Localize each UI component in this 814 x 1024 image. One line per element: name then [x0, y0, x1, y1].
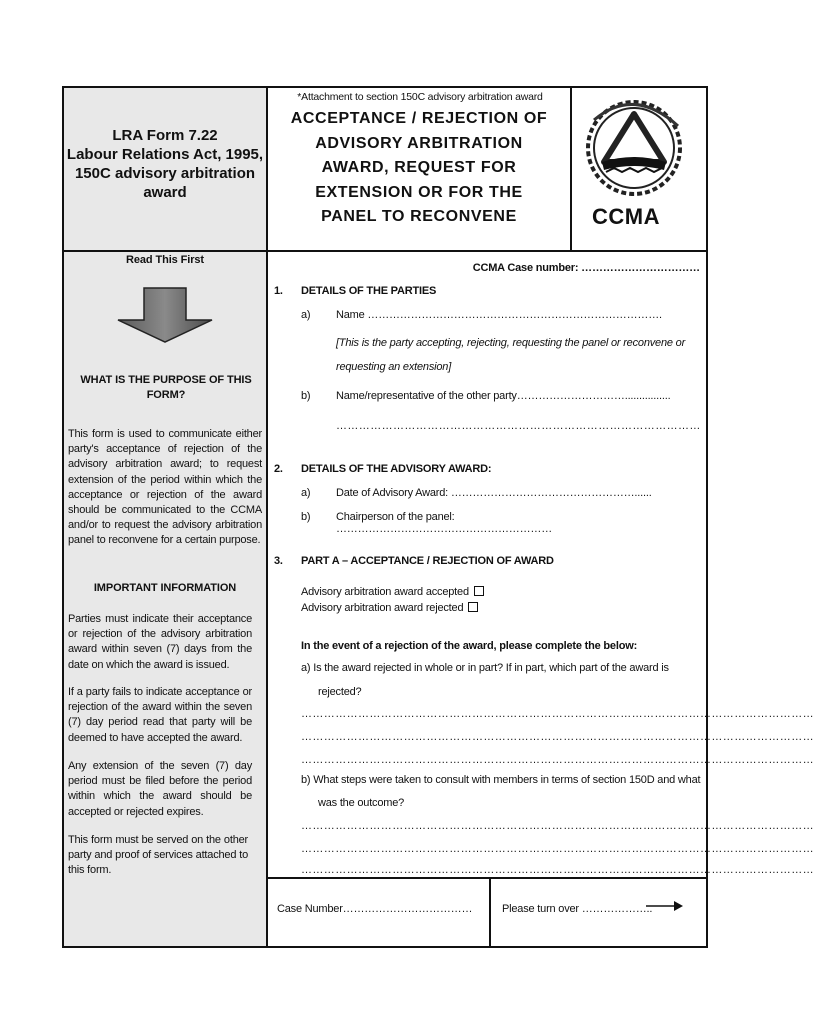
ccma-logo-icon	[574, 92, 704, 210]
question-b-cont: was the outcome?	[318, 797, 405, 809]
rejected-label: Advisory arbitration award rejected	[301, 602, 464, 614]
info-paragraph: Parties must indicate their acceptance or rejection of the advisory arbitration award within seven (7) days from the date on which the award is issued.	[68, 613, 252, 671]
answer-line[interactable]: ………………………………………………………………………………………………………………………	[301, 731, 814, 743]
form-title-line: Labour Relations Act, 1995,	[66, 146, 264, 163]
logo-text: CCMA	[592, 204, 660, 229]
answer-line[interactable]: ………………………………………………………………………………………………………………………	[301, 864, 814, 876]
section-number: 1.	[274, 285, 283, 297]
logo-divider	[570, 86, 572, 251]
accepted-label: Advisory arbitration award accepted	[301, 586, 469, 598]
dotted-line[interactable]: ……………………………………………………………………………………	[336, 420, 701, 432]
accepted-option[interactable]	[301, 586, 484, 598]
rejected-checkbox[interactable]	[468, 602, 478, 612]
attachment-note: *Attachment to section 150C advisory arbitration award	[297, 91, 543, 103]
footer-case-number[interactable]: Case Number………………………………	[277, 903, 473, 915]
party-name-field[interactable]: Name ……………………………………………………………………….	[336, 309, 662, 321]
section-number: 2.	[274, 463, 283, 475]
rejected-option[interactable]	[301, 602, 478, 614]
document-title	[268, 107, 570, 230]
item-label: b)	[301, 390, 311, 402]
accepted-checkbox[interactable]	[474, 586, 484, 596]
title-line: PANEL TO RECONVENE	[321, 208, 517, 225]
question-b: b) What steps were taken to consult with members in terms of section 150D and what	[301, 774, 701, 786]
form-title-line: LRA Form 7.22	[112, 127, 218, 144]
answer-line[interactable]: ………………………………………………………………………………………………………………………	[301, 843, 814, 855]
arrow-right-icon	[646, 899, 684, 913]
purpose-heading: WHAT IS THE PURPOSE OF THIS FORM?	[80, 374, 252, 401]
down-arrow-icon	[112, 284, 218, 344]
item-label: a)	[301, 487, 311, 499]
important-heading: IMPORTANT INFORMATION	[93, 582, 237, 594]
read-first-heading: Read This First	[126, 254, 204, 266]
section-number: 3.	[274, 555, 283, 567]
party-note: [This is the party accepting, rejecting, requesting the panel or reconvene or	[336, 337, 686, 349]
form-title	[64, 126, 266, 202]
info-paragraph: This form must be served on the other party and proof of services attached to this form.	[68, 834, 248, 877]
form-title-line: award	[143, 184, 187, 201]
answer-line[interactable]: ………………………………………………………………………………………………………………………	[301, 754, 814, 766]
case-number-field[interactable]: CCMA Case number: ……………………………	[472, 262, 700, 274]
section-title: PART A – ACCEPTANCE / REJECTION OF AWARD	[301, 555, 554, 567]
item-label: b)	[301, 511, 311, 523]
rejection-heading: In the event of a rejection of the award, please complete the below:	[301, 640, 638, 652]
title-line: ADVISORY ARBITRATION	[315, 134, 523, 152]
ccma-logo	[574, 92, 704, 242]
title-line: AWARD, REQUEST FOR	[321, 159, 517, 176]
section-title: DETAILS OF THE PARTIES	[301, 285, 437, 297]
purpose-text: This form is used to communicate either party's acceptance of rejection of the advisory arbitration award; to request extension of the period within which the acceptance or rejection of the award should be communicated to the CCMA and/or to request the advisory arbitration panel to reconvene for a certain purpose.	[68, 428, 262, 547]
question-a-cont: rejected?	[318, 686, 362, 698]
party-note: requesting an extension]	[336, 361, 452, 373]
form-title-line: 150C advisory arbitration	[74, 165, 256, 182]
answer-line[interactable]: ………………………………………………………………………………………………………………………	[301, 820, 814, 832]
footer-divider	[266, 877, 708, 879]
other-party-field[interactable]: Name/representative of the other party…………………………................	[336, 390, 671, 402]
turn-over-text: Please turn over ………………..	[502, 903, 653, 915]
chairperson-field[interactable]: Chairperson of the panel: ……………………………………………………	[336, 511, 553, 535]
info-paragraph: Any extension of the seven (7) day period must be filed before the period within which the award should be accepted or rejected expires.	[68, 760, 252, 818]
answer-line[interactable]: ………………………………………………………………………………………………………………………	[301, 708, 814, 720]
header-divider	[62, 250, 708, 252]
info-paragraph: If a party fails to indicate acceptance or rejection of the award within the seven (7) day period read that party will be deemed to have accepted the award.	[68, 686, 252, 744]
item-label: a)	[301, 309, 311, 321]
award-date-field[interactable]: Date of Advisory Award: ……………………………………………......	[336, 487, 652, 499]
section-title: DETAILS OF THE ADVISORY AWARD:	[301, 463, 492, 475]
title-line: ACCEPTANCE / REJECTION OF	[290, 110, 548, 127]
question-a: a) Is the award rejected in whole or in part? If in part, which part of the award is	[301, 662, 669, 674]
footer-split	[489, 877, 491, 948]
title-line: EXTENSION OR FOR THE	[315, 183, 523, 201]
